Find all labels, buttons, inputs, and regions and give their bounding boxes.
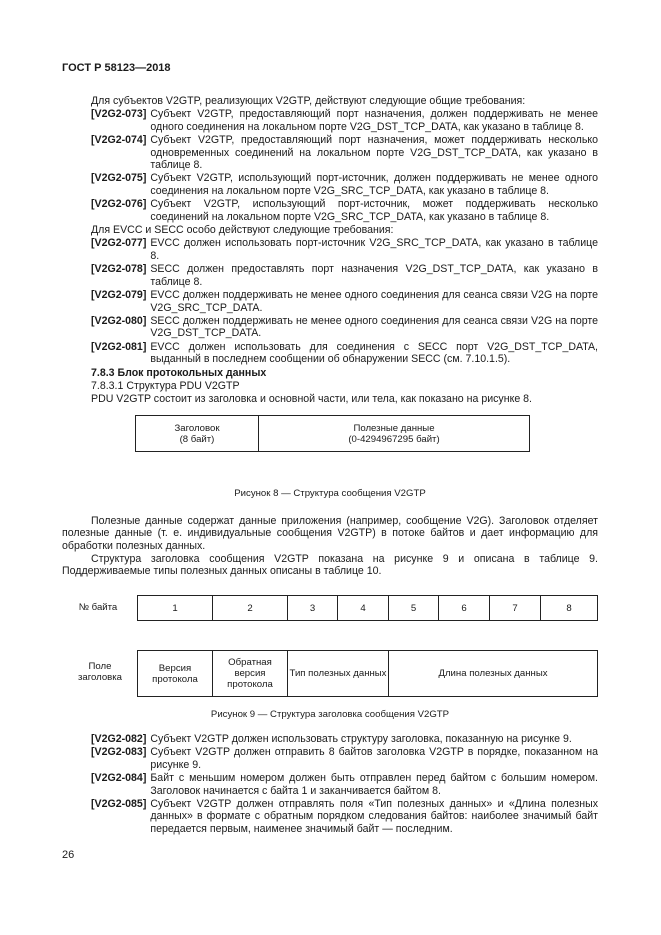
figure-8-diagram — [135, 415, 530, 452]
byte-cell: 3 — [288, 596, 338, 620]
requirement-text: EVCC должен использовать для соединения с SECC порт V2G_DST_TCP_DATA, выданный в последнем сообщении об обнаружении SECC (см. 7.10.1.5). — [150, 340, 598, 366]
figure-8-caption: Рисунок 8 — Структура сообщения V2GTP — [234, 488, 426, 499]
requirement-code: [V2G2-083] — [91, 746, 147, 759]
intro-paragraph: PDU V2GTP состоит из заголовка и основной части, или тела, как показано на рисунке 8. — [91, 393, 533, 406]
byte-cell: 8 — [566, 602, 572, 614]
requirement-text: Субъект V2GTP должен отправлять поля «Тип полезных данных» и «Длина полезных данных» в формате с обратным порядком следования байтов: наиболее значимый байт передается первым, наименее значимый байт — последним. — [150, 798, 598, 835]
byte-cell: 5 — [389, 596, 439, 620]
requirement-item — [91, 237, 598, 262]
requirement-item — [91, 172, 598, 197]
requirement-code: [V2G2-081] — [91, 340, 147, 353]
byte-number-label: № байта — [78, 602, 118, 613]
section-title: 7.8.3 Блок протокольных данных — [91, 366, 267, 379]
requirement-code: [V2G2-073] — [91, 108, 147, 121]
page-number: 26 — [62, 849, 75, 861]
requirement-code: [V2G2-085] — [91, 798, 147, 811]
byte-cell: 1 — [138, 596, 213, 620]
requirement-code: [V2G2-084] — [91, 772, 147, 785]
body-paragraph: Структура заголовка сообщения V2GTP показана на рисунке 9 и описана в таблице 9. Поддерживаемые типы полезных данных описаны в таблице 10. — [62, 553, 598, 578]
payload-block-label: Полезные данные — [353, 422, 435, 434]
requirement-code: [V2G2-079] — [91, 289, 147, 302]
field-payload-type: Тип полезных данных — [288, 651, 389, 696]
field-payload-length: Длина полезных данных — [438, 668, 548, 679]
requirement-code: [V2G2-075] — [91, 172, 147, 185]
requirement-item — [91, 798, 598, 835]
header-field-row — [137, 650, 598, 697]
header-block-size: (8 байт) — [179, 433, 215, 445]
field-protocol-version: Версия протокола — [138, 651, 213, 696]
header-block — [136, 416, 259, 451]
body-paragraph: Полезные данные содержат данные приложения (например, сообщение V2G). Заголовок отделяет полезные данные (т. е. индивидуальные сообщения V2GTP) в потоке байтов и дает информацию для обработки полезных данных. — [62, 515, 598, 552]
requirements-block — [91, 733, 598, 835]
requirement-code: [V2G2-074] — [91, 134, 147, 147]
requirement-item — [91, 134, 598, 171]
payload-block — [259, 416, 529, 451]
document-header: ГОСТ Р 58123—2018 — [62, 62, 171, 74]
requirement-text: Субъект V2GTP, предоставляющий порт назначения, может поддерживать несколько одновременных соединений на локальном порте V2G_DST_TCP_DATA, как указано в таблице 8. — [150, 134, 598, 172]
byte-number-row — [137, 595, 598, 621]
byte-cell: 4 — [338, 596, 389, 620]
requirement-text: SECC должен предоставлять порт назначения V2G_DST_TCP_DATA, как указано в таблице 8. — [150, 263, 598, 288]
byte-cell: 2 — [213, 596, 288, 620]
payload-block-size: (0-4294967295 байт) — [348, 433, 440, 445]
requirement-text: EVCC должен использовать порт-источник V2G_SRC_TCP_DATA, как указано в таблице 8. — [150, 237, 598, 262]
intro-paragraph: Для субъектов V2GTP, реализующих V2GTP, действуют следующие общие требования: — [91, 95, 526, 107]
requirement-text: Субъект V2GTP должен использовать структуру заголовка, показанную на рисунке 9. — [150, 733, 572, 745]
requirement-text: EVCC должен поддерживать не менее одного соединения для сеанса связи V2G на порте V2G_SRC_TCP_DATA. — [150, 289, 598, 314]
requirement-text: Субъект V2GTP, использующий порт-источник, может поддерживать несколько соединений на локальном порте V2G_SRC_TCP_DATA, как указано в таблице 8. — [150, 198, 598, 223]
requirement-code: [V2G2-076] — [91, 198, 147, 211]
byte-cell: 7 — [490, 596, 541, 620]
requirement-code: [V2G2-082] — [91, 733, 147, 745]
header-field-label: Поле заголовка — [77, 661, 123, 683]
requirement-code: [V2G2-080] — [91, 314, 147, 327]
requirement-code: [V2G2-078] — [91, 263, 147, 276]
requirement-text: Субъект V2GTP, предоставляющий порт назначения, должен поддерживать не менее одного соединения на локальном порте V2G_DST_TCP_DATA, как указано в таблице 8. — [150, 108, 598, 133]
requirement-item — [91, 341, 598, 366]
section-body — [91, 95, 598, 406]
requirement-text: Субъект V2GTP, использующий порт-источник, должен поддерживать не менее одного соединения на локальном порте V2G_SRC_TCP_DATA, как указано в таблице 8. — [150, 172, 598, 197]
requirement-item — [91, 746, 598, 771]
requirement-text: Субъект V2GTP должен отправить 8 байтов заголовка V2GTP в порядке, показанном на рисунке 9. — [150, 746, 598, 771]
requirement-item — [91, 733, 598, 745]
requirement-code: [V2G2-077] — [91, 237, 147, 250]
requirement-item — [91, 198, 598, 223]
requirement-item — [91, 772, 598, 797]
requirement-text: SECC должен поддерживать не менее одного соединения для сеанса связи V2G на порте V2G_DST_TCP_DATA. — [150, 314, 598, 340]
subsection-title: 7.8.3.1 Структура PDU V2GTP — [91, 379, 240, 392]
requirement-item — [91, 289, 598, 314]
byte-cell: 6 — [439, 596, 490, 620]
requirement-item — [91, 108, 598, 133]
requirement-text: Байт с меньшим номером должен быть отправлен перед байтом с большим номером. Заголовок начинается с байта 1 и заканчивается байтом 8. — [150, 772, 598, 797]
requirement-item — [91, 315, 598, 340]
figure-9-caption: Рисунок 9 — Структура заголовка сообщения V2GTP — [210, 709, 450, 720]
intro-paragraph: Для EVCC и SECC особо действуют следующие требования: — [91, 224, 394, 237]
header-block-label: Заголовок — [174, 422, 220, 434]
requirement-item — [91, 263, 598, 288]
field-inverse-protocol-version: Обратная версия протокола — [213, 651, 288, 696]
